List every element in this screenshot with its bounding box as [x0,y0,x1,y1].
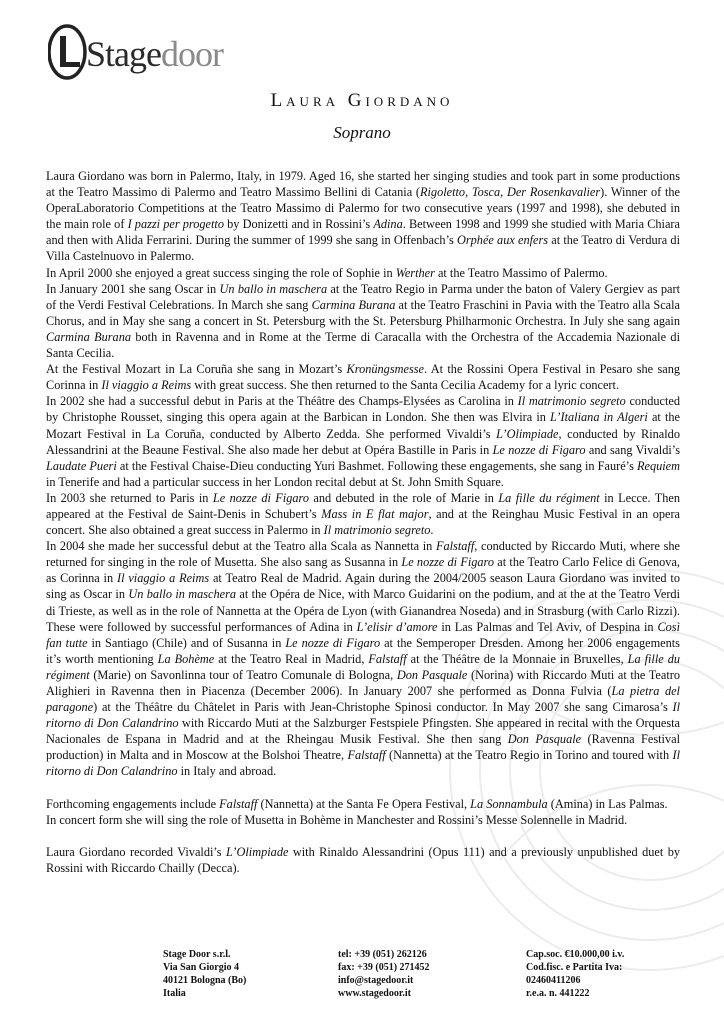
paragraph: In 2003 she returned to Paris in Le nozze di Figaro and debuted in the role of Marie in La fille du régiment in Lecce. Then appeared at the Festival de Saint-Denis in Schubert’s Mass in E flat major, and at the Reinghau Music Festival in an opera concert. She also obtained a great success in Palermo in Il matrimonio segreto. [46,490,680,538]
paragraph: Forthcoming engagements include Falstaff (Nannetta) at the Santa Fe Opera Festival, La Sonnambula (Amina) in Las Palmas. [46,796,668,811]
paragraph-spacer [46,828,680,844]
footer-contact: tel: +39 (051) 262126 fax: +39 (051) 271452 info@stagedoor.it www.stagedoor.it [338,949,430,999]
paragraph: In 2004 she made her successful debut at the Teatro alla Scala as Nannetta in Falstaff, conducted by Riccardo Muti, where she returned for singing in the role of Musetta. She also sang as Susanna in Le nozze di Figaro at the Teatro Carlo Felice di Genova, as Corinna in Il viaggio a Reims at Teatro Real de Madrid. Again during the 2004/2005 season Laura Giordano was invited to sing as Oscar in Un ballo in maschera at the Opéra de Nice, with Marco Guidarini on the podium, and at the at the Teatro Verdi di Trieste, as well as in the role of Nannetta at the Opéra de Lyon (with Gianandrea Noseda) and in Strasburg (with Carlo Rizzi). These were followed by successful performances of Adina in L’elisir d’amore in Las Palmas and Tel Aviv, of Despina in Così fan tutte in Santiago (Chile) and of Susanna in Le nozze di Figaro at the Semperoper Dresden. Among her 2006 engagements it’s worth mentioning La Bohème at the Teatro Real in Madrid, Falstaff at the Théâtre de la Monnaie in Bruxelles, La fille du régiment (Marie) on Savonlinna tour of Teatro Comunale di Bologna, Don Pasquale (Norina) with Riccardo Muti at the Teatro Alighieri in Ravenna then in Piacenza (December 2006). In January 2007 she performed as Donna Fulvia (La pietra del paragone) at the Théâtre du Châtelet in Paris with Jean-Christophe Spinosi conductor. In May 2007 she sang Cimarosa’s Il ritorno di Don Calandrino with Riccardo Muti at the Salzburger Festspiele Pfingsten. She appeared in recital with the Orquesta Nacionales de Espana in Madrid and at the Rheingau Musik Festival. She then sang Don Pasquale (Ravenna Festival production) in Malta and in Moscow at the Bolshoi Theatre, Falstaff (Nannetta) at the Teatro Regio in Torino and toured with Il ritorno di Don Calandrino in Italy and abroad. [46,539,680,779]
footer-company: Stage Door s.r.l. Via San Giorgio 4 40121 Bologna (Bo) Italia [163,949,247,999]
paragraph: Laura Giordano recorded Vivaldi’s L’Olimpiade with Rinaldo Alessandrini (Opus 111) and a previously unpublished duet by Rossini with Riccardo Chailly (Decca). [46,844,680,875]
biography-body [46,168,680,876]
paragraph: At the Festival Mozart in La Coruña she sang in Mozart’s Kronüngsmesse. At the Rossini Opera Festival in Pesaro she sang Corinna in Il viaggio a Reims with great success. She then returned to the Santa Cecilia Academy for a lyric concert. [46,362,680,393]
footer-registration: Cap.soc. €10.000,00 i.v. Cod.fisc. e Partita Iva: 02460411206 r.e.a. n. 441222 [526,949,625,999]
page-subtitle: Soprano [333,123,391,142]
stagedoor-logo [48,24,238,80]
paragraph: Laura Giordano was born in Palermo, Italy, in 1979. Aged 16, she started her singing studies and took part in some productions at the Teatro Massimo di Palermo and Teatro Massimo Bellini di Catania (Rigoletto, Tosca, Der Rosenkavalier). Winner of the OperaLaboratorio Competitions at the Teatro Massimo di Palermo for two consecutive years (1997 and 1998), she debuted in the main role of I pazzi per progetto by Donizetti and in Rossini’s Adina. Between 1998 and 1999 she studied with Maria Chiara and then with Alida Ferrarini. During the summer of 1999 she sang in Offenbach’s Orphée aux enfers at the Teatro di Verdura di Villa Castelnuovo in Palermo. [46,169,680,264]
paragraph-spacer [46,780,680,796]
website-link[interactable]: www.stagedoor.it [338,988,411,999]
paragraph: In 2002 she had a successful debut in Paris at the Théâtre des Champs-Elysées as Carolina in Il matrimonio segreto conducted by Christophe Rousset, singing this opera again at the Barbican in London. She then was Elvira in L’Italiana in Algeri at the Mozart Festival in La Coruña, conducted by Alberto Zedda. She performed Vivaldi’s L’Olimpiade, conducted by Rinaldo Alessandrini at the Beaune Festival. She also made her debut at Opéra Bastille in Paris in Le nozze di Figaro and sang Vivaldi’s Laudate Pueri at the Festival Chaise-Dieu conducting Yuri Bashmet. Following these engagements, she sang in Fauré’s Requiem in Tenerife and had a particular success in her London recital debut at St. John Smith Square. [46,394,680,489]
paragraph: In concert form she will sing the role of Musetta in Bohème in Manchester and Rossini’s Messe Solennelle in Madrid. [46,812,628,827]
email-link[interactable]: info@stagedoor.it [338,975,414,986]
logo-text: Stagedoor [86,34,223,74]
paragraph: In April 2000 she enjoyed a great success singing the role of Sophie in Werther at the Teatro Massimo of Palermo. [46,265,608,280]
paragraph: In January 2001 she sang Oscar in Un ballo in maschera at the Teatro Regio in Parma under the baton of Valery Gergiev as part of the Verdi Festival Celebrations. In March she sang Carmina Burana at the Teatro Fraschini in Pavia with the Teatro alla Scala Chorus, and in May she sang a concert in St. Petersburg with the St. Petersburg Philharmonic Orchestra. In July she sang again Carmina Burana both in Ravenna and in Rome at the Terme di Caracalla with the Orchestra of the Accademia Nazionale di Santa Cecilia. [46,281,681,361]
logo-mark-icon [48,24,88,80]
page-title: Laura Giordano [270,90,454,111]
